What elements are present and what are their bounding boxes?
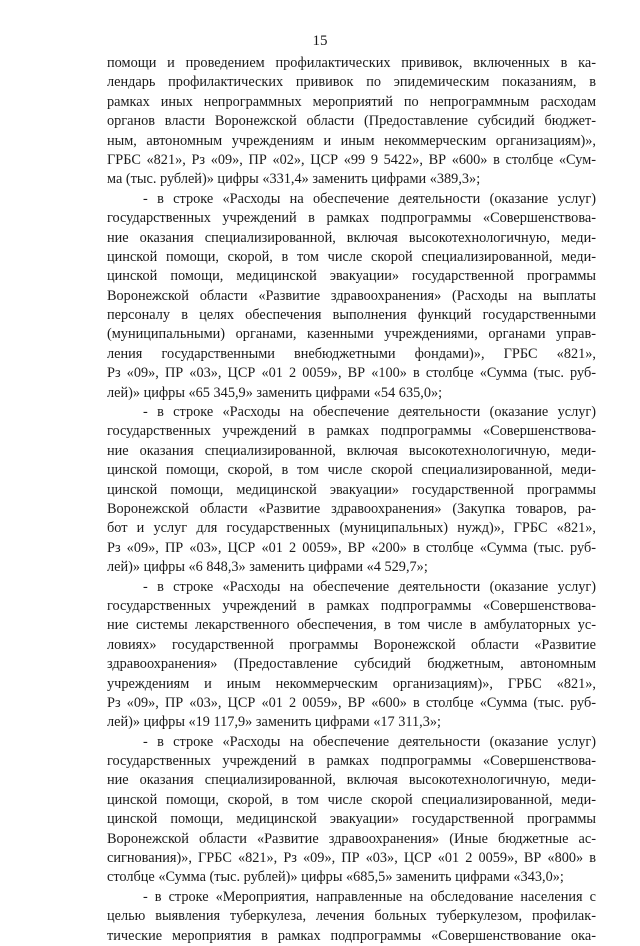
text-line: лей)» цифры «19 117,9» заменить цифрами «17 311,3»;	[107, 714, 442, 731]
text-line: ма (тыс. рублей)» цифры «331,4» заменить цифрами «389,3»;	[107, 171, 481, 188]
text-line: тические мероприятия в рамках подпрограммы «Совершенствование ока-	[107, 927, 596, 944]
text-line: рамках иных непрограммных мероприятий по непрограммным расходам	[107, 93, 596, 110]
text-line: государственных учреждений в рамках подпрограммы «Совершенствова-	[107, 753, 596, 770]
page-number: 15	[312, 33, 328, 49]
text-line: Воронежской области «Развитие здравоохранения» (Расходы на выплаты	[107, 287, 596, 304]
text-line: государственных учреждений в рамках подпрограммы «Совершенствова-	[107, 423, 596, 440]
text-line: сигнования)», ГРБС «821», Рз «09», ПР «03», ЦСР «01 2 0059», ВР «800» в	[107, 850, 596, 867]
text-line: ние оказания специализированной, включая высокотехнологичную, меди-	[107, 229, 596, 246]
text-line: цинской помощи, медицинской эвакуации» государственной программы	[107, 481, 596, 498]
text-line: здравоохранения» (Предоставление субсидий бюджетным, автономным	[107, 656, 596, 673]
text-line: (муниципальными) органами, казенными учреждениями, органами управ-	[107, 326, 596, 343]
text-line: помощи и проведением профилактических прививок, включенных в ка-	[107, 55, 596, 71]
text-line: цинской помощи, скорой, в том числе скорой специализированной, меди-	[107, 462, 596, 479]
text-line: Рз «09», ПР «03», ЦСР «01 2 0059», ВР «100» в столбце «Сумма (тыс. руб-	[107, 365, 596, 382]
text-line: - в строке «Расходы на обеспечение деятельности (оказание услуг)	[143, 404, 596, 421]
text-line: бот и услуг для государственных (муниципальных) нужд)», ГРБС «821»,	[107, 520, 596, 537]
text-line: ным, автономным учреждениям и иным некоммерческим организациям)»,	[107, 132, 596, 149]
text-line: ГРБС «821», Рз «09», ПР «02», ЦСР «99 9 5422», ВР «600» в столбце «Сум-	[107, 151, 596, 168]
text-line: лендарь профилактических прививок по эпидемическим показаниям, в	[107, 74, 596, 91]
text-line: государственных учреждений в рамках подпрограммы «Совершенствова-	[107, 210, 596, 227]
text-line: - в строке «Расходы на обеспечение деятельности (оказание услуг)	[143, 190, 596, 207]
text-line: целью выявления туберкулеза, лечения больных туберкулезом, профилак-	[107, 908, 596, 925]
text-line: цинской помощи, медицинской эвакуации» государственной программы	[107, 811, 596, 828]
text-line: Воронежской области «Развитие здравоохранения» (Иные бюджетные ас-	[107, 830, 596, 847]
text-line: - в строке «Расходы на обеспечение деятельности (оказание услуг)	[143, 733, 596, 750]
text-line: государственных учреждений в рамках подпрограммы «Совершенствова-	[107, 597, 596, 614]
text-line: лей)» цифры «65 345,9» заменить цифрами «54 635,0»;	[107, 384, 443, 401]
text-line: цинской помощи, скорой, в том числе скорой специализированной, меди-	[107, 791, 596, 808]
text-line: столбце «Сумма (тыс. рублей)» цифры «685,5» заменить цифрами «343,0»;	[107, 869, 564, 886]
text-line: цинской помощи, медицинской эвакуации» государственной программы	[107, 268, 596, 285]
text-line: Рз «09», ПР «03», ЦСР «01 2 0059», ВР «200» в столбце «Сумма (тыс. руб-	[107, 539, 596, 556]
text-line: Воронежской области «Развитие здравоохранения» (Закупка товаров, ра-	[107, 500, 596, 517]
text-line: ние оказания специализированной, включая высокотехнологичную, меди-	[107, 442, 596, 459]
text-line: учреждениям и иным некоммерческим организациям)», ГРБС «821»,	[107, 675, 596, 692]
text-line: ления государственными внебюджетными фондами)», ГРБС «821»,	[107, 345, 596, 362]
text-line: ние оказания специализированной, включая высокотехнологичную, меди-	[107, 772, 596, 789]
text-line: - в строке «Мероприятия, направленные на обследование населения с	[143, 888, 596, 905]
body-text	[107, 54, 596, 946]
text-line: лей)» цифры «6 848,3» заменить цифрами «4 529,7»;	[107, 559, 428, 576]
text-line: ние системы лекарственного обеспечения, в том числе в амбулаторных ус-	[107, 617, 596, 634]
text-line: цинской помощи, скорой, в том числе скорой специализированной, меди-	[107, 248, 596, 265]
text-line: Рз «09», ПР «03», ЦСР «01 2 0059», ВР «600» в столбце «Сумма (тыс. руб-	[107, 694, 596, 711]
text-line: ловиях» государственной программы Воронежской области «Развитие	[107, 636, 596, 653]
text-line: органов власти Воронежской области (Предоставление субсидий бюджет-	[107, 113, 596, 130]
text-line: - в строке «Расходы на обеспечение деятельности (оказание услуг)	[143, 578, 596, 595]
text-line: персоналу в целях обеспечения выполнения функций государственными	[107, 307, 596, 324]
